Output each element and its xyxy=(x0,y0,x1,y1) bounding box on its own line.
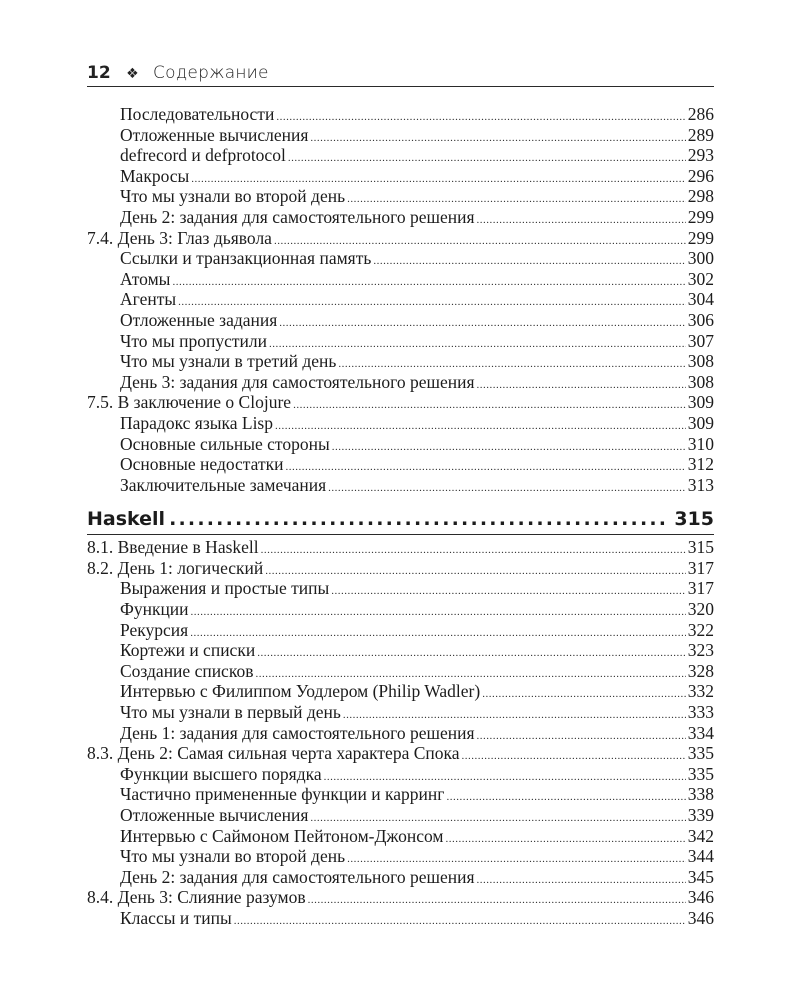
toc-subsection-entry[interactable] xyxy=(87,289,714,310)
toc-subsection-entry[interactable] xyxy=(87,826,714,847)
toc-entry-page-number: 308 xyxy=(687,371,714,392)
toc-entry-page-number: 332 xyxy=(687,681,714,702)
toc-entry-label: Что мы узнали во второй день xyxy=(120,186,346,207)
toc-entry-page-number: 346 xyxy=(687,907,714,928)
toc-entry-label: Создание списков xyxy=(120,660,254,681)
dot-leader xyxy=(332,437,686,458)
dot-leader xyxy=(191,602,686,623)
dot-leader xyxy=(190,623,686,644)
dot-leader xyxy=(279,313,685,334)
toc-section-entry[interactable] xyxy=(87,558,714,579)
toc-entry-label: Основные сильные стороны xyxy=(120,433,330,454)
dot-leader xyxy=(293,395,686,416)
toc-subsection-entry[interactable] xyxy=(87,599,714,620)
dot-leader xyxy=(261,540,686,561)
toc-entry-page-number: 299 xyxy=(687,227,714,248)
chapter-heading[interactable] xyxy=(87,504,714,535)
toc-entry-label: defrecord и defprotocol xyxy=(120,145,286,166)
toc-subsection-entry[interactable] xyxy=(87,331,714,352)
dot-leader xyxy=(482,684,686,705)
toc-entry-page-number: 293 xyxy=(687,145,714,166)
toc-entry-page-number: 309 xyxy=(687,412,714,433)
toc-subsection-entry[interactable] xyxy=(87,908,714,929)
toc-entry-label: Рекурсия xyxy=(120,619,189,640)
toc-entry-page-number: 317 xyxy=(687,557,714,578)
toc-entry-label: Что мы узнали в третий день xyxy=(120,351,337,372)
toc-entry-page-number: 304 xyxy=(687,289,714,310)
toc-entry-label: Выражения и простые типы xyxy=(120,578,330,599)
toc-entry-page-number: 335 xyxy=(687,763,714,784)
toc-entry-label: День 2: задания для самостоятельного решения xyxy=(120,866,475,887)
dot-leader xyxy=(310,128,685,149)
toc-subsection-entry[interactable] xyxy=(87,661,714,682)
dot-leader xyxy=(373,251,685,272)
toc-subsection-entry[interactable] xyxy=(87,578,714,599)
toc-entry-label: Что мы узнали во второй день xyxy=(120,846,346,867)
toc-entry-label: Что мы пропустили xyxy=(120,330,267,351)
toc-entry-page-number: 335 xyxy=(687,743,714,764)
ornament-icon: ❖ xyxy=(126,66,139,82)
toc-section-entry[interactable] xyxy=(87,228,714,249)
toc-entry-page-number: 307 xyxy=(687,330,714,351)
toc-entry-page-number: 302 xyxy=(687,268,714,289)
toc-subsection-entry[interactable] xyxy=(87,846,714,867)
toc-entry-label: Отложенные задания xyxy=(120,309,278,330)
toc-entry-label: Отложенные вычисления xyxy=(120,124,309,145)
toc-entry-page-number: 298 xyxy=(687,186,714,207)
toc-entry-label: Классы и типы xyxy=(120,907,232,928)
toc-entry-label: Функции высшего порядка xyxy=(120,763,322,784)
toc-entry-page-number: 333 xyxy=(687,702,714,723)
toc-subsection-entry[interactable] xyxy=(87,764,714,785)
toc-subsection-entry[interactable] xyxy=(87,145,714,166)
toc-entry-page-number: 289 xyxy=(687,124,714,145)
toc-subsection-entry[interactable] xyxy=(87,186,714,207)
toc-entry-label: Интервью с Филиппом Уодлером (Philip Wadler) xyxy=(120,681,481,702)
toc-subsection-entry[interactable] xyxy=(87,454,714,475)
toc-section-after xyxy=(87,537,714,928)
toc-entry-page-number: 328 xyxy=(687,660,714,681)
dot-leader xyxy=(331,581,686,602)
dot-leader xyxy=(275,416,686,437)
toc-entry-page-number: 306 xyxy=(687,309,714,330)
dot-leader xyxy=(308,890,686,911)
table-of-contents xyxy=(87,104,714,929)
toc-subsection-entry[interactable] xyxy=(87,104,714,125)
toc-subsection-entry[interactable] xyxy=(87,620,714,641)
toc-entry-label: Функции xyxy=(120,599,189,620)
dot-leader xyxy=(477,210,686,231)
page-number: 12 xyxy=(87,63,111,83)
toc-entry-page-number: 323 xyxy=(687,640,714,661)
toc-section-entry[interactable] xyxy=(87,537,714,558)
dot-leader xyxy=(328,478,686,499)
dot-leader xyxy=(445,829,685,850)
toc-entry-page-number: 313 xyxy=(687,474,714,495)
toc-entry-label: День 1: задания для самостоятельного решения xyxy=(120,722,475,743)
toc-section-entry[interactable] xyxy=(87,392,714,413)
dot-leader xyxy=(257,643,686,664)
chapter-page-number: 315 xyxy=(674,508,714,531)
toc-entry-label: Ссылки и транзакционная память xyxy=(120,248,372,269)
toc-entry-page-number: 300 xyxy=(687,248,714,269)
dot-leader xyxy=(477,870,686,891)
toc-subsection-entry[interactable] xyxy=(87,413,714,434)
dot-leader xyxy=(462,746,686,767)
toc-entry-label: Атомы xyxy=(120,268,171,289)
dot-leader xyxy=(172,272,685,293)
toc-entry-label: Заключительные замечания xyxy=(120,474,327,495)
toc-entry-label: Агенты xyxy=(120,289,177,310)
toc-entry-page-number: 296 xyxy=(687,165,714,186)
toc-entry-label: Парадокс языка Lisp xyxy=(120,412,273,433)
toc-subsection-entry[interactable] xyxy=(87,805,714,826)
dot-leader xyxy=(234,911,686,932)
dot-leader xyxy=(477,375,686,396)
toc-subsection-entry[interactable] xyxy=(87,372,714,393)
toc-entry-page-number: 312 xyxy=(687,454,714,475)
toc-entry-label: 8.4. День 3: Слияние разумов xyxy=(87,887,306,908)
page-header xyxy=(87,60,714,87)
running-title: Содержание xyxy=(153,63,269,83)
toc-entry-label: 8.3. День 2: Самая сильная черта характера Спока xyxy=(87,743,460,764)
toc-subsection-entry[interactable] xyxy=(87,310,714,331)
toc-subsection-entry[interactable] xyxy=(87,166,714,187)
toc-entry-page-number: 315 xyxy=(687,537,714,558)
toc-entry-page-number: 320 xyxy=(687,599,714,620)
toc-entry-page-number: 345 xyxy=(687,866,714,887)
toc-subsection-entry[interactable] xyxy=(87,723,714,744)
toc-entry-page-number: 344 xyxy=(687,846,714,867)
toc-subsection-entry[interactable] xyxy=(87,784,714,805)
toc-entry-label: Отложенные вычисления xyxy=(120,805,309,825)
toc-entry-page-number: 299 xyxy=(687,206,714,227)
toc-entry-page-number: 322 xyxy=(687,619,714,640)
toc-entry-page-number: 286 xyxy=(687,104,714,124)
toc-section-entry[interactable] xyxy=(87,743,714,764)
dot-leader xyxy=(288,148,686,169)
toc-subsection-entry[interactable] xyxy=(87,640,714,661)
toc-entry-label: Макросы xyxy=(120,165,190,186)
toc-entry-page-number: 309 xyxy=(687,392,714,413)
toc-entry-label: День 2: задания для самостоятельного решения xyxy=(120,206,475,227)
toc-subsection-entry[interactable] xyxy=(87,351,714,372)
dot-leader xyxy=(477,726,686,747)
toc-entry-label: Кортежи и списки xyxy=(120,640,256,661)
toc-entry-label: 8.2. День 1: логический xyxy=(87,557,264,578)
toc-entry-page-number: 310 xyxy=(687,433,714,454)
toc-entry-label: 7.4. День 3: Глаз дьявола xyxy=(87,227,272,248)
toc-subsection-entry[interactable] xyxy=(87,702,714,723)
dot-leader xyxy=(446,787,685,808)
dot-leader xyxy=(286,457,686,478)
toc-entry-label: Интервью с Саймоном Пейтоном-Джонсом xyxy=(120,825,444,846)
dot-leader xyxy=(169,504,670,534)
toc-subsection-entry[interactable] xyxy=(87,434,714,455)
toc-entry-page-number: 346 xyxy=(687,887,714,908)
chapter-title: Haskell xyxy=(87,508,166,531)
toc-entry-page-number: 334 xyxy=(687,722,714,743)
toc-entry-page-number: 308 xyxy=(687,351,714,372)
toc-entry-label: Что мы узнали в первый день xyxy=(120,702,341,723)
toc-entry-label: Основные недостатки xyxy=(120,454,284,475)
toc-entry-page-number: 339 xyxy=(687,805,714,825)
toc-entry-page-number: 338 xyxy=(687,784,714,805)
toc-entry-label: 8.1. Введение в Haskell xyxy=(87,537,259,558)
toc-subsection-entry[interactable] xyxy=(87,867,714,888)
toc-entry-label: 7.5. В заключение о Clojure xyxy=(87,392,292,413)
toc-entry-label: Частично примененные функции и карринг xyxy=(120,784,445,805)
toc-subsection-entry[interactable] xyxy=(87,248,714,269)
toc-entry-page-number: 317 xyxy=(687,578,714,599)
toc-entry-label: День 3: задания для самостоятельного решения xyxy=(120,371,475,392)
toc-subsection-entry[interactable] xyxy=(87,207,714,228)
toc-entry-page-number: 342 xyxy=(687,825,714,846)
toc-subsection-entry[interactable] xyxy=(87,125,714,146)
toc-entry-label: Последовательности xyxy=(120,104,275,124)
dot-leader xyxy=(276,107,685,128)
toc-subsection-entry[interactable] xyxy=(87,681,714,702)
toc-subsection-entry[interactable] xyxy=(87,269,714,290)
toc-section-entry[interactable] xyxy=(87,887,714,908)
toc-section-before xyxy=(87,104,714,495)
toc-subsection-entry[interactable] xyxy=(87,475,714,496)
